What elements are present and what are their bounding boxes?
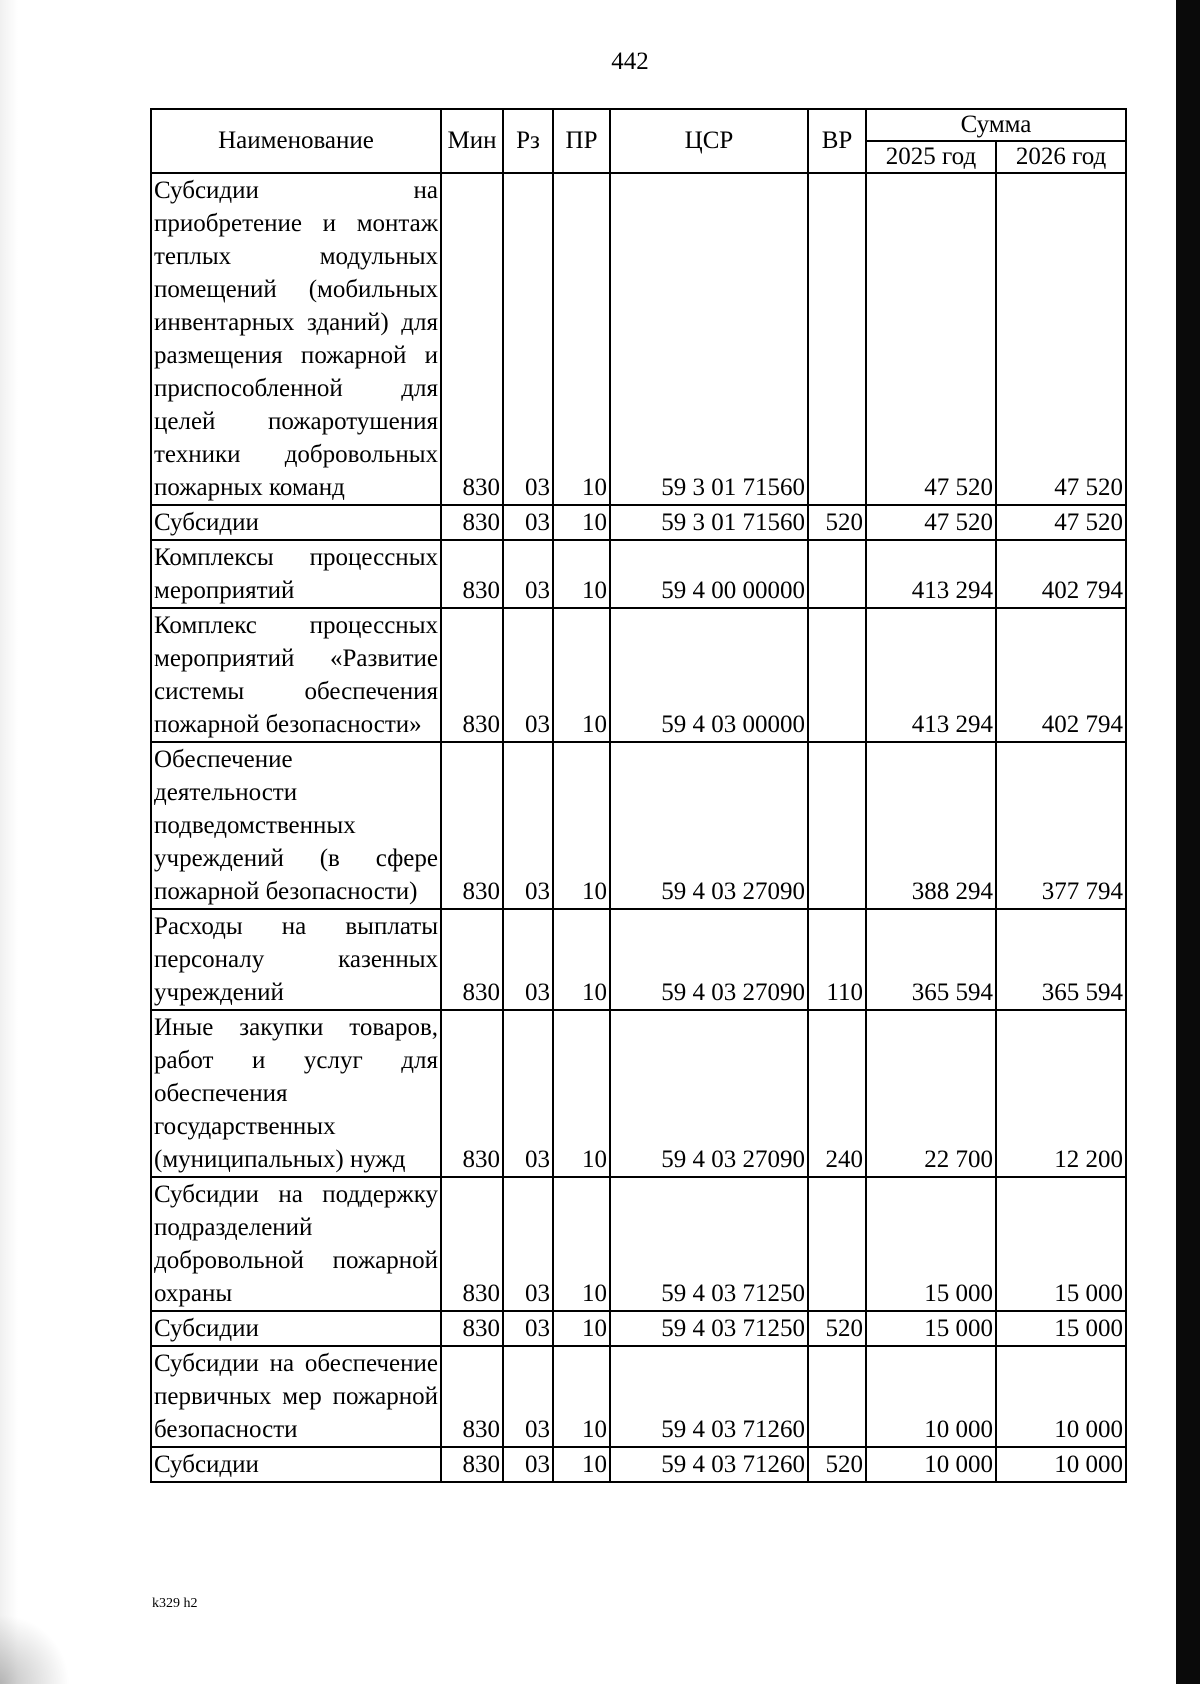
cell-y2025: 47 520: [866, 505, 996, 540]
cell-y2026: 402 794: [996, 540, 1126, 608]
header-pr: ПР: [553, 109, 610, 173]
header-year-2026: 2026 год: [996, 141, 1126, 173]
cell-y2025: 413 294: [866, 540, 996, 608]
scan-edge-shadow: [0, 0, 18, 1684]
cell-y2026: 47 520: [996, 505, 1126, 540]
footer-code: k329 h2: [152, 1596, 198, 1611]
cell-y2026: 365 594: [996, 909, 1126, 1010]
table-row: [151, 505, 1126, 540]
cell-vr: 110: [808, 909, 866, 1010]
table-row: [151, 909, 1126, 1010]
cell-min: 830: [441, 1447, 503, 1482]
cell-vr: 520: [808, 505, 866, 540]
cell-rz: 03: [503, 505, 553, 540]
cell-min: 830: [441, 1346, 503, 1447]
table-row: [151, 173, 1126, 505]
cell-y2025: 365 594: [866, 909, 996, 1010]
cell-rz: 03: [503, 742, 553, 909]
cell-y2025: 15 000: [866, 1311, 996, 1346]
cell-min: 830: [441, 742, 503, 909]
cell-pr: 10: [553, 1177, 610, 1311]
cell-rz: 03: [503, 1346, 553, 1447]
cell-name: Комплексы процессных мероприятий: [151, 540, 441, 608]
header-min: Мин: [441, 109, 503, 173]
cell-y2025: 10 000: [866, 1447, 996, 1482]
table-row: [151, 608, 1126, 742]
cell-csr: 59 4 03 00000: [610, 608, 808, 742]
cell-csr: 59 4 03 27090: [610, 742, 808, 909]
table-row: [151, 742, 1126, 909]
cell-csr: 59 4 03 71250: [610, 1311, 808, 1346]
cell-y2025: 388 294: [866, 742, 996, 909]
cell-y2025: 10 000: [866, 1346, 996, 1447]
cell-vr: [808, 1177, 866, 1311]
cell-y2026: 12 200: [996, 1010, 1126, 1177]
cell-rz: 03: [503, 1010, 553, 1177]
cell-y2025: 22 700: [866, 1010, 996, 1177]
scan-right-border: [1176, 0, 1200, 1684]
table-header: [151, 109, 1126, 173]
cell-min: 830: [441, 1177, 503, 1311]
cell-csr: 59 3 01 71560: [610, 505, 808, 540]
cell-min: 830: [441, 608, 503, 742]
cell-vr: [808, 742, 866, 909]
cell-pr: 10: [553, 1010, 610, 1177]
cell-csr: 59 3 01 71560: [610, 173, 808, 505]
cell-pr: 10: [553, 540, 610, 608]
cell-csr: 59 4 03 71260: [610, 1346, 808, 1447]
cell-csr: 59 4 03 71260: [610, 1447, 808, 1482]
cell-vr: 520: [808, 1447, 866, 1482]
cell-y2026: 377 794: [996, 742, 1126, 909]
cell-pr: 10: [553, 1311, 610, 1346]
table-body: [151, 173, 1126, 1482]
cell-name: Субсидии на приобретение и монтаж теплых модульных помещений (мобильных инвентарных зданий) для размещения пожарной и приспособленной для целей пожаротушения техники добровольных пожарных команд: [151, 173, 441, 505]
cell-rz: 03: [503, 1177, 553, 1311]
cell-name: Субсидии: [151, 505, 441, 540]
cell-pr: 10: [553, 909, 610, 1010]
cell-y2025: 47 520: [866, 173, 996, 505]
cell-y2026: 402 794: [996, 608, 1126, 742]
cell-y2026: 15 000: [996, 1177, 1126, 1311]
cell-csr: 59 4 03 27090: [610, 1010, 808, 1177]
cell-y2026: 10 000: [996, 1346, 1126, 1447]
cell-pr: 10: [553, 505, 610, 540]
cell-name: Субсидии на обеспечение первичных мер пожарной безопасности: [151, 1346, 441, 1447]
table-row: [151, 1447, 1126, 1482]
cell-name: Субсидии: [151, 1447, 441, 1482]
table-row: [151, 1311, 1126, 1346]
cell-y2026: 10 000: [996, 1447, 1126, 1482]
cell-name: Обеспечение деятельности подведомственных учреждений (в сфере пожарной безопасности): [151, 742, 441, 909]
table-row: [151, 1010, 1126, 1177]
cell-pr: 10: [553, 173, 610, 505]
scan-corner-artifact: [0, 1614, 70, 1684]
cell-pr: 10: [553, 1447, 610, 1482]
cell-y2025: 413 294: [866, 608, 996, 742]
cell-min: 830: [441, 505, 503, 540]
cell-min: 830: [441, 540, 503, 608]
cell-vr: [808, 608, 866, 742]
cell-min: 830: [441, 1311, 503, 1346]
table-row: [151, 540, 1126, 608]
cell-csr: 59 4 00 00000: [610, 540, 808, 608]
table-row: [151, 1177, 1126, 1311]
cell-vr: 520: [808, 1311, 866, 1346]
cell-name: Субсидии: [151, 1311, 441, 1346]
cell-vr: [808, 1346, 866, 1447]
cell-name: Иные закупки товаров, работ и услуг для обеспечения государственных (муниципальных) нужд: [151, 1010, 441, 1177]
header-rz: Рз: [503, 109, 553, 173]
page-number: 442: [611, 48, 649, 75]
cell-name: Расходы на выплаты персоналу казенных учреждений: [151, 909, 441, 1010]
cell-vr: [808, 540, 866, 608]
cell-pr: 10: [553, 1346, 610, 1447]
cell-rz: 03: [503, 1447, 553, 1482]
cell-csr: 59 4 03 71250: [610, 1177, 808, 1311]
cell-rz: 03: [503, 1311, 553, 1346]
cell-csr: 59 4 03 27090: [610, 909, 808, 1010]
cell-vr: [808, 173, 866, 505]
cell-min: 830: [441, 173, 503, 505]
table-row: [151, 1346, 1126, 1447]
cell-y2025: 15 000: [866, 1177, 996, 1311]
cell-min: 830: [441, 1010, 503, 1177]
budget-table: [150, 108, 1127, 1483]
header-sum: Сумма: [866, 109, 1126, 141]
cell-rz: 03: [503, 608, 553, 742]
cell-min: 830: [441, 909, 503, 1010]
header-csr: ЦСР: [610, 109, 808, 173]
cell-rz: 03: [503, 540, 553, 608]
cell-name: Субсидии на поддержку подразделений добровольной пожарной охраны: [151, 1177, 441, 1311]
header-year-2025: 2025 год: [866, 141, 996, 173]
header-name: Наименование: [151, 109, 441, 173]
cell-vr: 240: [808, 1010, 866, 1177]
cell-rz: 03: [503, 909, 553, 1010]
cell-y2026: 15 000: [996, 1311, 1126, 1346]
header-vr: ВР: [808, 109, 866, 173]
cell-rz: 03: [503, 173, 553, 505]
cell-pr: 10: [553, 742, 610, 909]
cell-name: Комплекс процессных мероприятий «Развитие системы обеспечения пожарной безопасности»: [151, 608, 441, 742]
cell-pr: 10: [553, 608, 610, 742]
cell-y2026: 47 520: [996, 173, 1126, 505]
